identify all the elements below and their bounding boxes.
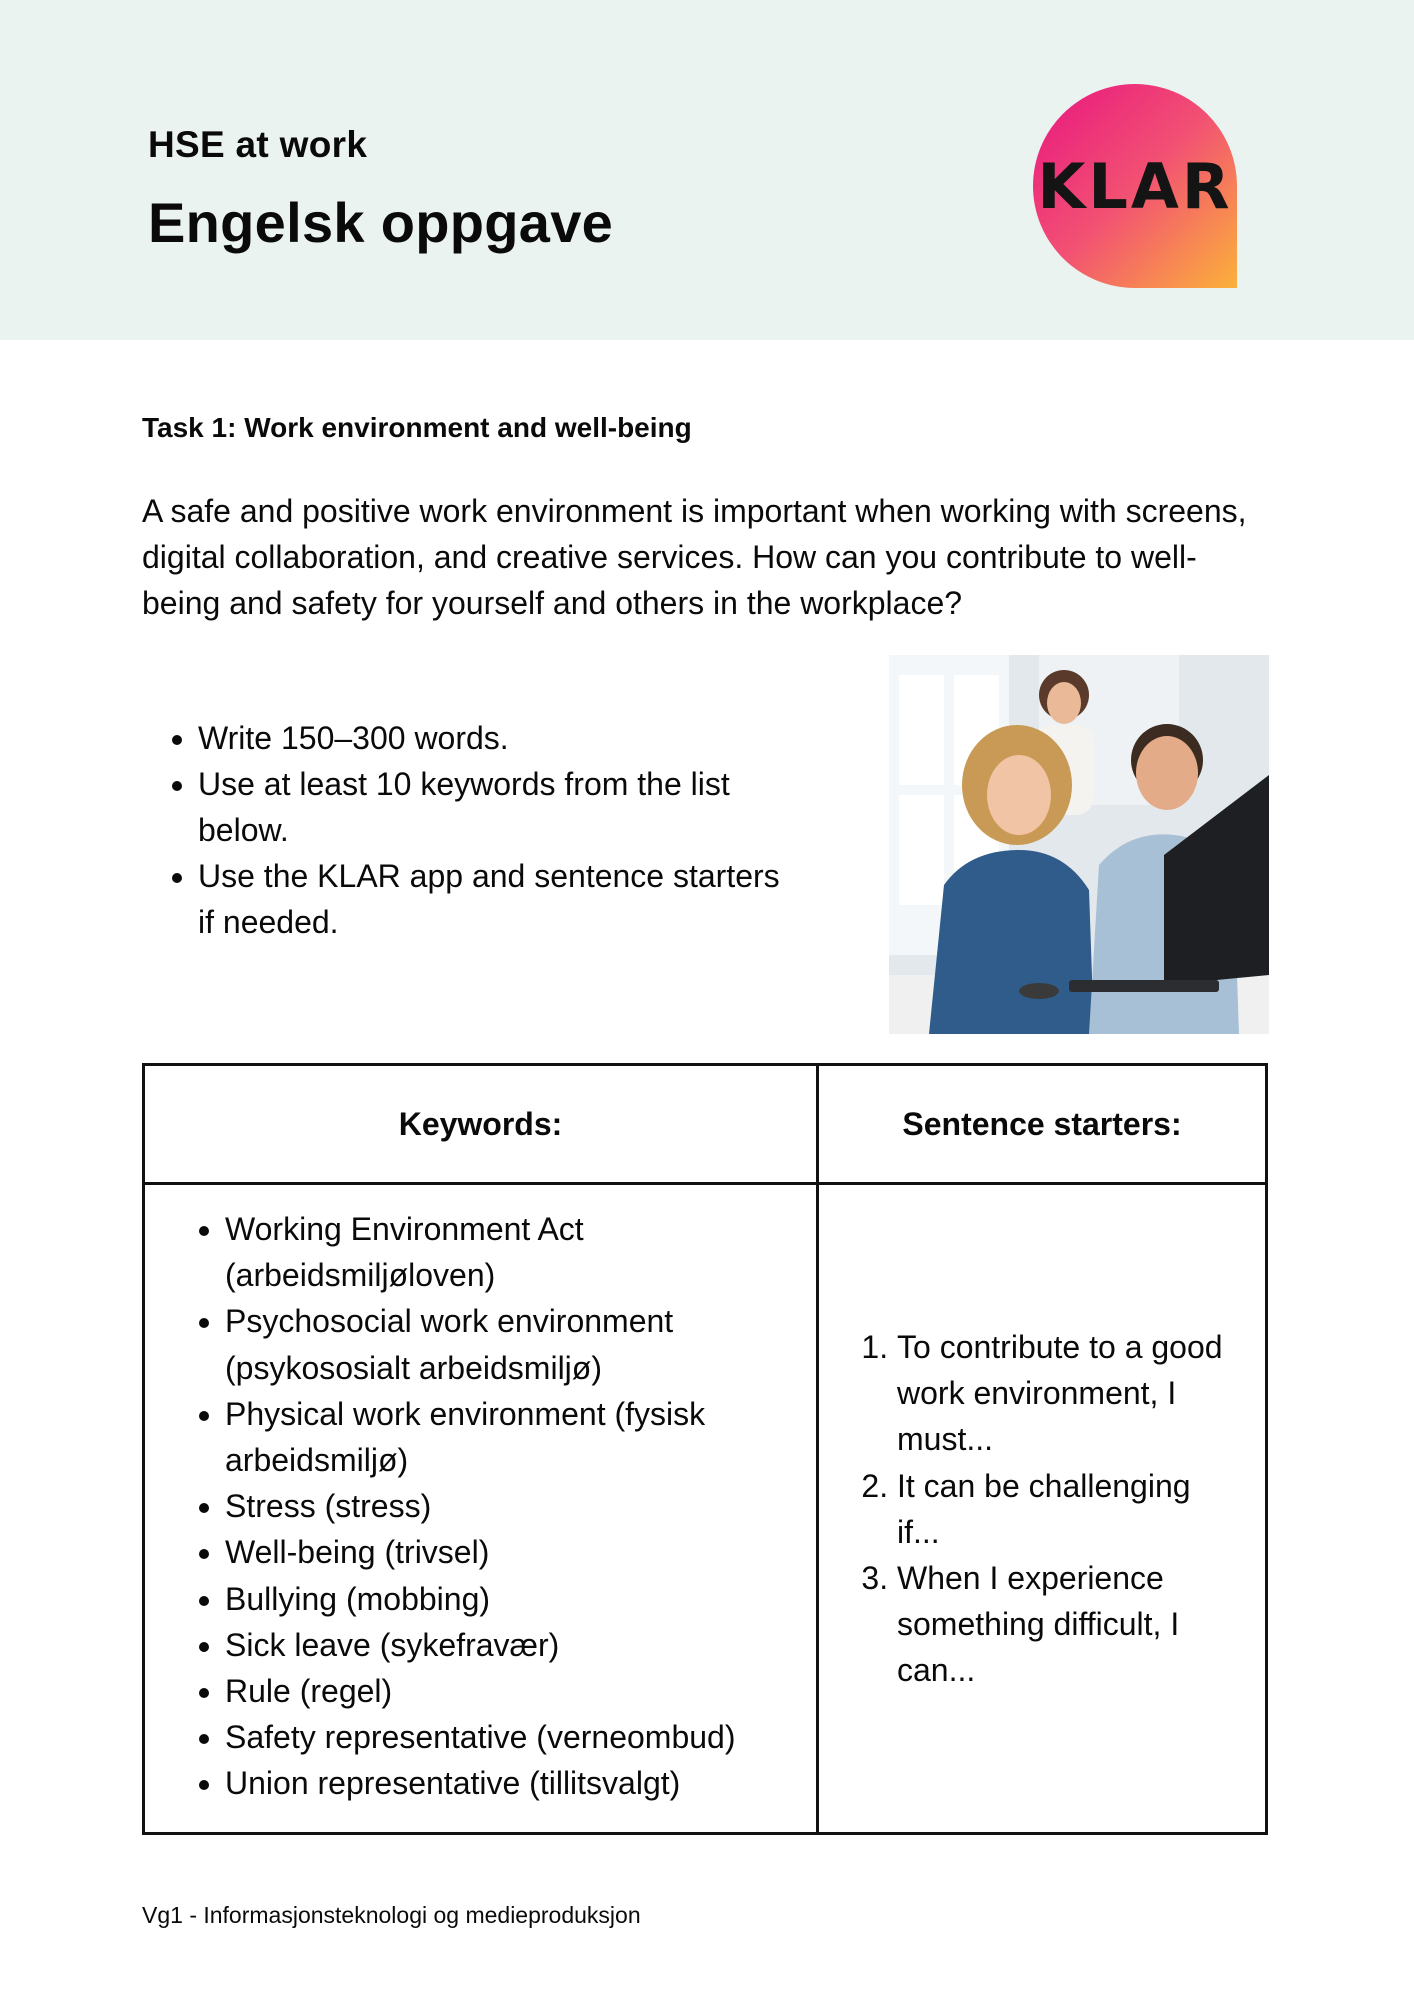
instruction-list bbox=[142, 715, 782, 945]
keyword-item: • Bullying (mobbing) bbox=[225, 1576, 805, 1622]
document-title: Engelsk oppgave bbox=[148, 191, 614, 254]
keyword-item: • Psychosocial work environment (psykososialt arbeidsmiljø) bbox=[225, 1298, 805, 1390]
sentence-starters-header: Sentence starters: bbox=[902, 1105, 1182, 1142]
keyword-list bbox=[185, 1206, 805, 1807]
keyword-item: • Safety representative (verneombud) bbox=[225, 1714, 805, 1760]
instruction-item: • Use the KLAR app and sentence starters if needed. bbox=[198, 853, 782, 945]
table-row-divider bbox=[145, 1182, 1265, 1185]
keywords-table bbox=[142, 1063, 1268, 1835]
sentence-starter-item: 1. To contribute to a good work environment, I must... bbox=[897, 1324, 1241, 1463]
document-subtitle: HSE at work bbox=[148, 124, 368, 165]
keyword-item: • Physical work environment (fysisk arbeidsmiljø) bbox=[225, 1391, 805, 1483]
sentence-starter-item: 2. It can be challenging if... bbox=[897, 1463, 1241, 1555]
office-photo bbox=[889, 655, 1269, 1034]
keyword-item: • Well-being (trivsel) bbox=[225, 1529, 805, 1575]
keyword-item: • Union representative (tillitsvalgt) bbox=[225, 1760, 805, 1806]
keyword-item: • Sick leave (sykefravær) bbox=[225, 1622, 805, 1668]
sentence-starter-item: 3. When I experience something difficult, I can... bbox=[897, 1555, 1241, 1694]
task-intro: A safe and positive work environment is important when working with screens, digital collaboration, and creative services. How can you contribute to well-being and safety for yourself and others in the workplace? bbox=[142, 493, 1247, 621]
klar-logo bbox=[1033, 84, 1237, 288]
task-heading: Task 1: Work environment and well-being bbox=[142, 412, 692, 443]
keyword-item: • Stress (stress) bbox=[225, 1483, 805, 1529]
keywords-header: Keywords: bbox=[398, 1105, 563, 1142]
klar-logo-text: KLAR bbox=[1037, 149, 1233, 223]
keyword-item: • Working Environment Act (arbeidsmiljøloven) bbox=[225, 1206, 805, 1298]
office-photo-illustration bbox=[889, 655, 1269, 1034]
sentence-starter-list bbox=[861, 1324, 1241, 1694]
header-banner bbox=[0, 0, 1414, 340]
instruction-item: • Write 150–300 words. bbox=[198, 715, 782, 761]
keyword-item: • Rule (regel) bbox=[225, 1668, 805, 1714]
footer-text: Vg1 - Informasjonsteknologi og medieproduksjon bbox=[142, 1902, 641, 1928]
instruction-item: • Use at least 10 keywords from the list below. bbox=[198, 761, 782, 853]
